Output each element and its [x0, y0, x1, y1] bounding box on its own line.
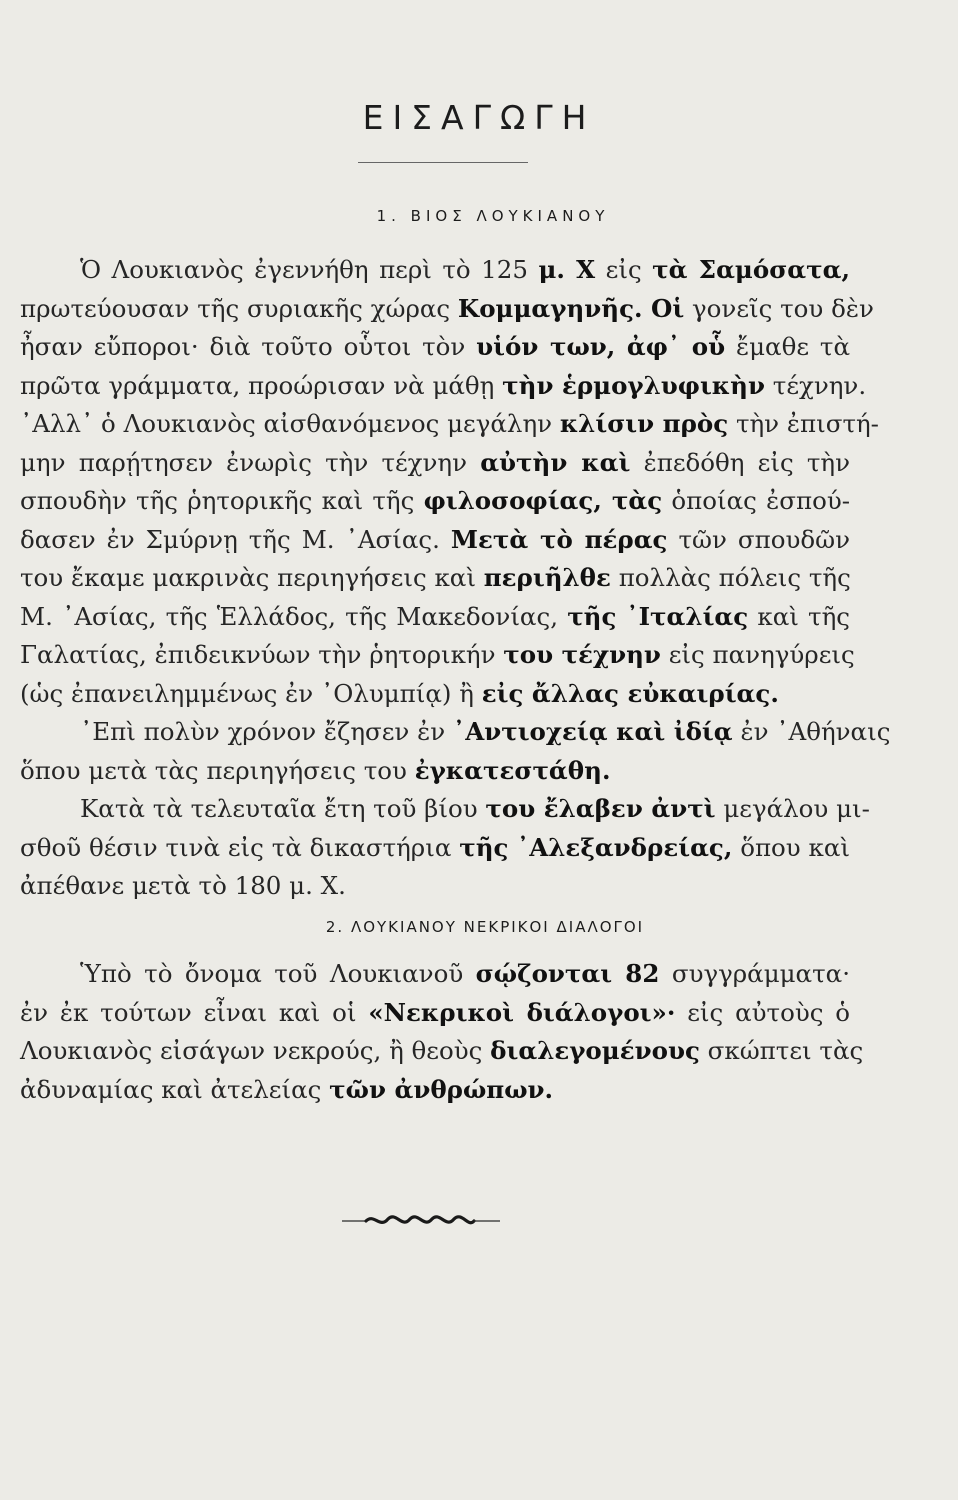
bold-text-run: μ. Χ — [538, 255, 596, 284]
text-line — [20, 559, 850, 598]
text-line — [20, 521, 850, 560]
text-line — [20, 290, 874, 329]
text-run: σκώπτει τὰς — [699, 1036, 864, 1065]
text-line — [20, 367, 867, 406]
text-run: εἰς αὐτοὺς ὁ — [675, 997, 851, 1027]
text-run: μην παρῄτησεν ἐνωρὶς τὴν τέχνην — [20, 447, 481, 477]
text-line — [20, 867, 850, 906]
text-line — [20, 328, 850, 367]
bold-text-run: κλίσιν πρὸς — [559, 409, 729, 438]
text-run: ἀδυναμίας καὶ ἀτελείας — [20, 1074, 330, 1104]
text-run: πολλὰς πόλεις τῆς — [610, 563, 851, 592]
text-line — [20, 1032, 864, 1071]
text-line — [20, 713, 891, 752]
text-run: πρῶτα γράμματα, προώρισαν νὰ μάθῃ — [20, 370, 503, 400]
text-run: γονεῖς του δὲν — [684, 293, 874, 323]
text-line — [20, 598, 850, 637]
bold-text-run: διαλεγομένους — [490, 1036, 700, 1065]
text-run: ἔμαθε τὰ — [725, 332, 851, 361]
text-run: σθοῦ θέσιν τινὰ εἰς τὰ δικαστήρια — [20, 832, 460, 862]
text-run: ᾿Επὶ πολὺν χρόνον ἔζησεν ἐν — [80, 717, 453, 746]
bold-text-run: τῆς ᾿Ιταλίας — [567, 601, 749, 631]
text-run: μεγάλου μι- — [715, 794, 870, 823]
bold-text-run: φιλοσοφίας, τὰς — [423, 486, 663, 515]
text-run: ὅπου μετὰ τὰς περιηγήσεις του — [20, 755, 415, 785]
text-line — [20, 482, 850, 521]
text-line — [20, 790, 870, 829]
text-run: Ὑπὸ τὸ ὄνομα τοῦ Λουκιανοῦ — [80, 959, 476, 988]
text-run: συγγράμματα· — [659, 959, 850, 988]
text-run: (ὡς ἐπανειλημμένως ἐν ᾿Ολυμπίᾳ) ἢ — [20, 678, 482, 708]
text-run: τὴν ἐπιστή- — [728, 409, 879, 438]
text-line — [20, 444, 850, 483]
bold-text-run: αὐτὴν καὶ — [480, 447, 631, 477]
text-line — [20, 405, 879, 444]
bold-text-run: τῶν ἀνθρώπων. — [329, 1074, 554, 1104]
text-run: τέχνην. — [764, 370, 867, 400]
bold-text-run: σῴζονται 82 — [475, 959, 660, 988]
title-divider — [358, 162, 528, 163]
wavy-ornament-icon — [340, 1208, 510, 1232]
text-run: ᾿Αλλ᾽ ὁ Λουκιανὸς αἰσθανόμενος μεγάλην — [20, 409, 560, 438]
text-line — [20, 636, 855, 675]
section-heading-nekrikoi-dialogoi: 2. ΛΟΥΚΙΑΝΟΥ ΝΕΚΡΙΚΟΙ ΔΙΑΛΟΓΟΙ — [325, 918, 645, 936]
text-run: Ὁ Λουκιανὸς ἐγεννήθη περὶ τὸ 125 — [80, 255, 539, 284]
text-line — [20, 675, 850, 714]
text-run: πρωτεύουσαν τῆς συριακῆς χώρας — [20, 293, 458, 323]
text-run: ὁποίας ἐσπού- — [662, 486, 850, 515]
text-run: Λουκιανὸς εἰσάγων νεκρούς, ἢ θεοὺς — [20, 1036, 491, 1065]
page-title: ΕΙΣΑΓΩΓΗ — [362, 98, 596, 137]
bold-text-run: «Νεκρικοὶ διάλογοι»· — [368, 997, 676, 1027]
bold-text-run: περιῆλθε — [483, 563, 611, 592]
section-body-bios — [20, 251, 891, 906]
bold-text-run: ἐγκατεστάθη. — [414, 755, 611, 785]
text-run: Μ. ᾿Ασίας, τῆς Ἑλλάδος, τῆς Μακεδονίας, — [20, 601, 568, 631]
section-heading-bios: 1. ΒΙΟΣ ΛΟΥΚΙΑΝΟΥ — [376, 207, 610, 225]
bold-text-run: εἰς ἄλλας εὐκαιρίας. — [481, 678, 779, 708]
text-run: Κατὰ τὰ τελευταῖα ἔτη τοῦ βίου — [80, 794, 486, 823]
text-line — [20, 829, 850, 868]
text-run: Γαλατίας, ἐπιδεικνύων τὴν ῥητορικήν — [20, 640, 504, 669]
bold-text-run: του ἔλαβεν ἀντὶ — [485, 794, 716, 823]
text-run: ἐπεδόθη εἰς τὴν — [630, 447, 850, 477]
text-run: ἐν ᾿Αθήναις — [732, 717, 891, 746]
section-body-nekrikoi-dialogoi — [20, 955, 864, 1109]
bold-text-run: υἱόν των, ἀφ᾽ οὗ — [476, 332, 726, 361]
text-run: εἰς — [595, 255, 653, 284]
text-line — [20, 994, 850, 1033]
text-line — [20, 251, 850, 290]
bold-text-run: τὰ Σαμόσατα, — [652, 255, 850, 284]
bold-text-run: τῆς ᾿Αλεξανδρείας, — [459, 832, 733, 862]
text-run: τῶν σπουδῶν — [667, 524, 850, 554]
text-run: ἦσαν εὔποροι· διὰ τοῦτο οὗτοι τὸν — [20, 332, 477, 361]
text-run: καὶ τῆς — [748, 601, 851, 631]
text-run: σπουδὴν τῆς ῥητορικῆς καὶ τῆς — [20, 486, 424, 515]
bold-text-run: Κομμαγηνῆς. Οἱ — [457, 293, 685, 323]
bold-text-run: ᾿Αντιοχείᾳ καὶ ἰδίᾳ — [452, 717, 733, 746]
text-line — [20, 752, 850, 791]
text-run: εἰς πανηγύρεις — [660, 640, 855, 669]
text-line — [20, 955, 850, 994]
text-run: ἀπέθανε μετὰ τὸ 180 μ. Χ. — [20, 871, 346, 900]
text-line — [20, 1071, 850, 1110]
bold-text-run: του τέχνην — [503, 640, 661, 669]
text-run: ὅπου καὶ — [732, 832, 850, 862]
text-run: του ἔκαμε μακρινὰς περιηγήσεις καὶ — [20, 563, 484, 592]
bold-text-run: τὴν ἑρμογλυφικὴν — [502, 370, 765, 400]
text-run: δασεν ἐν Σμύρνῃ τῆς Μ. ᾿Ασίας. — [20, 524, 451, 554]
bold-text-run: Μετὰ τὸ πέρας — [450, 524, 668, 554]
text-run: ἐν ἐκ τούτων εἶναι καὶ οἱ — [20, 997, 369, 1027]
